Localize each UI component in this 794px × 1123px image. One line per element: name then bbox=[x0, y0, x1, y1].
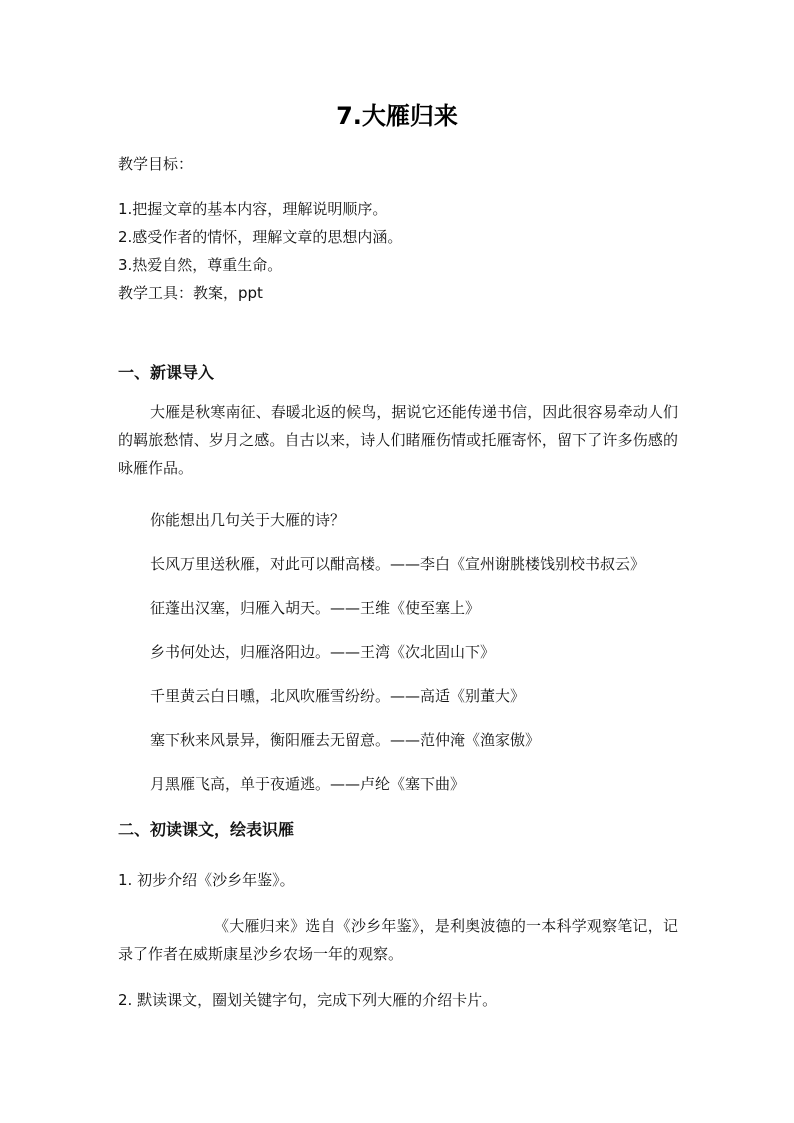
page-title: 7.大雁归来 bbox=[336, 102, 458, 130]
section-heading-reading: 二、初读课文，绘表识雁 bbox=[118, 820, 295, 839]
book-intro-paragraph: 《大雁归来》选自《沙乡年鉴》，是利奥波德的一本科学观察笔记，记录了作者在威斯康星沙乡农场一年的观察。 bbox=[118, 917, 678, 963]
step-item-1: 1. 初步介绍《沙乡年鉴》。 bbox=[118, 871, 295, 889]
teaching-tools: 教学工具：教案，ppt bbox=[118, 284, 263, 302]
poem-question: 你能想出几句关于大雁的诗？ bbox=[150, 511, 346, 529]
intro-paragraph: 大雁是秋寒南征、春暖北返的候鸟，据说它还能传递书信，因此很容易牵动人们的羁旅愁情、岁月之感。自古以来，诗人们睹雁伤情或托雁寄怀，留下了许多伤感的咏雁作品。 bbox=[118, 403, 678, 477]
step-item-2: 2. 默读课文，圈划关键字句，完成下列大雁的介绍卡片。 bbox=[118, 991, 498, 1009]
objective-item: 3.热爱自然，尊重生命。 bbox=[118, 256, 283, 274]
poem-line: 长风万里送秋雁，对此可以酣高楼。——李白《宣州谢朓楼饯别校书叔云》 bbox=[150, 555, 646, 573]
objectives-label: 教学目标： bbox=[118, 155, 194, 173]
poem-line: 塞下秋来风景异，衡阳雁去无留意。——范仲淹《渔家傲》 bbox=[150, 731, 541, 749]
poem-line: 乡书何处达，归雁洛阳边。——王湾《次北固山下》 bbox=[150, 643, 496, 661]
poem-line: 千里黄云白日曛，北风吹雁雪纷纷。——高适《别董大》 bbox=[150, 687, 526, 705]
objective-item: 2.感受作者的情怀，理解文章的思想内涵。 bbox=[118, 228, 403, 246]
section-heading-intro: 一、新课导入 bbox=[118, 363, 215, 382]
objective-item: 1.把握文章的基本内容，理解说明顺序。 bbox=[118, 200, 388, 218]
poem-line: 征蓬出汉塞，归雁入胡天。——王维《使至塞上》 bbox=[150, 599, 481, 617]
poem-line: 月黑雁飞高，单于夜遁逃。——卢纶《塞下曲》 bbox=[150, 775, 466, 793]
